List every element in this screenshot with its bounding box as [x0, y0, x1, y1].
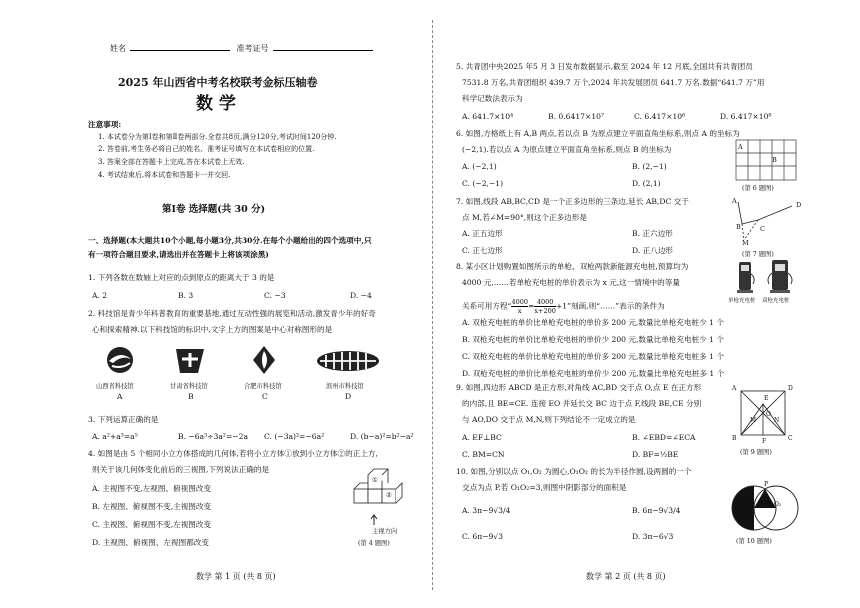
- charger-label: 双枪充电桩: [762, 298, 790, 304]
- q6-option-d: D. (2,1): [632, 179, 661, 188]
- logo-caption: 滨州市科技馆: [326, 383, 364, 390]
- note-item: 3. 答案全部在答题卡上完成,答在本试卷上无效.: [98, 158, 245, 166]
- logo-letter: C: [262, 392, 268, 401]
- q4-option-a: A. 主视图不变,左视图、俯视图改变: [92, 484, 212, 493]
- page-footer: 数学 第 1 页 (共 8 页): [196, 572, 276, 581]
- q2-stem: 2. 科技馆是青少年科普教育的重要基地,通过互动性强的展览和活动,激发青少年的好奇: [88, 309, 376, 318]
- note-item: 4. 考试结束后,将本试卷和答题卡一并交回.: [98, 171, 231, 179]
- q1-option-c: C. −3: [264, 291, 286, 300]
- logo-letter: A: [117, 392, 123, 401]
- cube-label: ①: [372, 476, 378, 484]
- q8-fraction: [511, 298, 528, 315]
- q3-option-a: A. a²+a³=a⁵: [92, 432, 138, 441]
- q10-stem: 10. 如图,分别以点 O₁,O₂ 为圆心,O₁O₂ 的长为半径作圆,设两圆的一个: [456, 467, 692, 476]
- name-label: 姓名: [110, 44, 126, 53]
- q3-option-d: D. (b−a)²=b²−a²: [350, 432, 414, 441]
- q10-option-a: A. 3π−9√3/4: [462, 506, 511, 515]
- logo-letter: D: [345, 392, 352, 401]
- q5-stem: 科学记数法表示为: [462, 94, 523, 103]
- q3-stem: 3. 下列运算正确的是: [88, 415, 159, 424]
- q3-options: [92, 432, 436, 442]
- cube-label: ②: [386, 491, 392, 499]
- page-2: [436, 0, 860, 608]
- logo-caption: 山西省科技馆: [96, 383, 134, 390]
- q6-stem: 6. 如图,方格纸上有 A,B 两点,若以点 B 为原点建立平面直角坐标系,则点 A 的坐标为: [456, 129, 740, 138]
- name-field: [110, 44, 373, 54]
- grid-point-label: B: [772, 156, 777, 164]
- q8-option-b: B. 双枪充电桩的单价比单枪充电桩的单价少 200 元,数量比单枪充电桩少 1 个: [462, 335, 725, 344]
- q3-option-b: B. −6a³÷3a²=−2a: [178, 432, 249, 441]
- q7-option-c: C. 正七边形: [462, 246, 503, 255]
- q3-option-c: C. (−3a)²=−6a²: [264, 432, 325, 441]
- polygon-point-label: M: [742, 239, 749, 247]
- q8-fraction: [534, 298, 556, 315]
- q7-stem: 点 M,若∠M=90°,则这个正多边形是: [462, 213, 587, 222]
- section-instruction: 一、选择题(本大题共10个小题,每小题3分,共30分.在每个小题给出的四个选项中,只: [88, 236, 372, 245]
- q2-stem: 心和探索精神.以下科技馆的标识中,文字上方的图案是中心对称图形的是: [92, 325, 333, 334]
- square-figure: [740, 390, 786, 436]
- section-instruction: 有一项符合题目要求,请选出并在答题卡上将该项涂黑): [88, 250, 269, 259]
- exam-no-label: 准考证号: [236, 44, 269, 53]
- square-point-label: C: [788, 435, 793, 442]
- q5-option-c: C. 6.417×10⁶: [634, 112, 686, 121]
- q1-options: [92, 291, 436, 301]
- q8-equation-prefix: 关系可用方程“: [462, 301, 512, 311]
- square-point-label: F: [762, 438, 767, 445]
- q5-option-d: D. 6.417×10⁸: [720, 112, 772, 121]
- q5-stem: 7531.8 万名,共青团组织 439.7 万个,2024 年共发展团员 641.7 万名.数据“641.7 万”用: [462, 78, 765, 87]
- q5-options: [462, 112, 806, 122]
- figure-caption: (第 6 题图): [742, 185, 774, 192]
- q8-fraction-denominator: x: [517, 307, 522, 315]
- figure-caption: (第 9 题图): [740, 449, 772, 456]
- logo-gansu-icon: [172, 345, 208, 375]
- q8-equation-suffix: +1”刻画,则“……”表示的条件为: [555, 301, 665, 311]
- square-point-label: N: [774, 417, 780, 424]
- q4-option-b: B. 左视图、俯视图不变,主视图改变: [92, 502, 212, 511]
- q5-option-a: A. 641.7×10⁴: [462, 112, 514, 121]
- logo-caption: 合肥市科技馆: [244, 383, 282, 390]
- page-footer: 数学 第 2 页 (共 8 页): [586, 572, 666, 581]
- logo-caption: 甘肃省科技馆: [170, 383, 208, 390]
- q10-stem: 交点为点 P.若 O₁O₂=3,则图中阴影部分的面积是: [462, 483, 627, 492]
- section-title: 第Ⅰ卷 选择题(共 30 分): [162, 204, 266, 215]
- q8-stem: 8. 某小区计划购置如图所示的单枪、双枪两款新能源充电桩,预算均为: [456, 262, 689, 271]
- logo-letter: B: [188, 392, 194, 401]
- q5-stem: 5. 共青团中央2025 年5 月 3 日发布数据显示,截至 2024 年 12 月底,全国共有共青团员: [456, 62, 753, 71]
- q7-option-d: D. 正八边形: [632, 246, 674, 255]
- circle-point-label: O₂: [774, 501, 782, 508]
- q6-option-a: A. (−2,1): [462, 162, 497, 171]
- grid-figure: [736, 140, 796, 180]
- q4-stem: 则关于该几何体变化前后的三视图,下列说法正确的是: [92, 465, 270, 474]
- q8-equals: =: [528, 301, 535, 311]
- q8-option-a: A. 双枪充电桩的单价比单枪充电桩的单价多 200 元,数量比单枪充电桩少 1 个: [462, 318, 724, 327]
- logo-shanxi-icon: [100, 346, 140, 374]
- q8-fraction-numerator: 4000: [534, 298, 556, 307]
- q1-option-a: A. 2: [92, 291, 108, 300]
- polygon-point-label: B: [736, 223, 741, 231]
- view-direction-arrow-icon: [368, 514, 380, 526]
- note-item: 1. 本试卷分为第Ⅰ卷和第Ⅱ卷两部分.全卷共8页,满分120分,考试时间120分钟.: [98, 133, 337, 141]
- q7-option-b: B. 正六边形: [632, 229, 673, 238]
- subject-title: 数 学: [196, 94, 236, 114]
- charger-label: 单枪充电桩: [728, 298, 756, 304]
- q6-option-b: B. (2,−1): [632, 162, 667, 171]
- q8-option-c: C. 双枪充电桩的单价比单枪充电桩的单价多 200 元,数量比单枪充电桩多 1 个: [462, 352, 724, 361]
- q7-stem: 7. 如图,线段 AB,BC,CD 是一个正多边形的三条边,延长 AB,DC 交于: [456, 197, 689, 206]
- exam-title: 2025 年山西省中考名校联考金标压轴卷: [118, 76, 318, 89]
- cube-figure: [350, 475, 410, 513]
- circle-point-label: P: [764, 481, 769, 488]
- q10-option-b: B. 6π−9√3/4: [632, 506, 681, 515]
- q1-option-d: D. −4: [350, 291, 372, 300]
- q8-stem: 4000 元,……若单枪充电桩的单价表示为 x 元,这一情境中的等量: [462, 278, 680, 287]
- notes-heading: 注意事项:: [88, 120, 122, 129]
- square-point-label: D: [788, 385, 793, 392]
- q9-option-c: C. BM=CN: [462, 450, 505, 459]
- q4-stem: 4. 如图是由 5 个相同小立方体搭成的几何体,若将小立方体①放到小立方体②的正上方,: [88, 449, 378, 458]
- q5-option-b: B. 0.6417×10⁷: [548, 112, 605, 121]
- polygon-point-label: C: [760, 225, 765, 233]
- logo-binzhou-icon: [316, 350, 380, 372]
- view-direction-label: 主视方向: [372, 528, 398, 535]
- polygon-point-label: A: [732, 197, 737, 205]
- figure-caption: (第 7 题图): [742, 251, 774, 258]
- q8-equation: [462, 298, 665, 315]
- q1-stem: 1. 下列各数在数轴上对应的点到原点的距离大于 3 的是: [88, 273, 275, 282]
- charger-single-icon: [736, 260, 756, 294]
- figure-caption: (第 4 题图): [358, 540, 390, 547]
- square-point-label: A: [732, 385, 737, 392]
- circle-point-label: O₁: [743, 509, 751, 516]
- q8-fraction-denominator: x+200: [534, 307, 556, 315]
- page-divider: [432, 20, 433, 590]
- q7-option-a: A. 正五边形: [462, 229, 503, 238]
- square-point-label: B: [732, 435, 737, 442]
- q9-stem: 的内部,且 BE=CE. 连接 EO 并延长交 BC 边于点 F,线段 BE,CE 分别: [462, 399, 702, 408]
- q9-stem: 与 AO,DO 交于点 M,N,则下列结论不一定成立的是: [462, 415, 636, 424]
- q8-fraction-numerator: 4000: [511, 298, 528, 306]
- square-point-label: O: [766, 411, 771, 418]
- q9-option-d: D. BF=½BE: [632, 450, 679, 459]
- charger-double-icon: [766, 258, 794, 294]
- q9-option-b: B. ∠EBD=∠ECA: [632, 433, 696, 442]
- note-item: 2. 答卷前,考生务必将自己的姓名、准考证号填写在本试卷相应的位置.: [98, 145, 315, 153]
- q4-option-d: D. 主视图、俯视图、左视图都改变: [92, 538, 209, 547]
- figure-caption: (第 10 题图): [736, 538, 772, 545]
- square-point-label: M: [750, 417, 757, 424]
- q10-option-c: C. 6π−9√3: [462, 532, 504, 541]
- q8-option-d: D. 双枪充电桩的单价比单枪充电桩的单价少 200 元,数量比单枪充电桩多 1 个: [462, 369, 725, 378]
- logo-hefei-icon: [252, 345, 276, 375]
- q4-option-c: C. 主视图、俯视图不变,左视图改变: [92, 520, 212, 529]
- grid-point-label: A: [738, 143, 743, 151]
- q9-stem: 9. 如图,四边形 ABCD 是正方形,对角线 AC,BD 交于点 O,点 E 在正方形: [456, 383, 702, 392]
- q10-option-d: D. 3π−6√3: [632, 532, 674, 541]
- q6-option-c: C. (−2,−1): [462, 179, 504, 188]
- q9-option-a: A. EF⊥BC: [462, 433, 502, 442]
- q1-option-b: B. 3: [178, 291, 194, 300]
- square-point-label: E: [764, 395, 769, 402]
- polygon-point-label: D: [796, 201, 802, 209]
- q6-stem: (−2,1).若以点 A 为原点建立平面直角坐标系,则点 B 的坐标为: [462, 145, 672, 154]
